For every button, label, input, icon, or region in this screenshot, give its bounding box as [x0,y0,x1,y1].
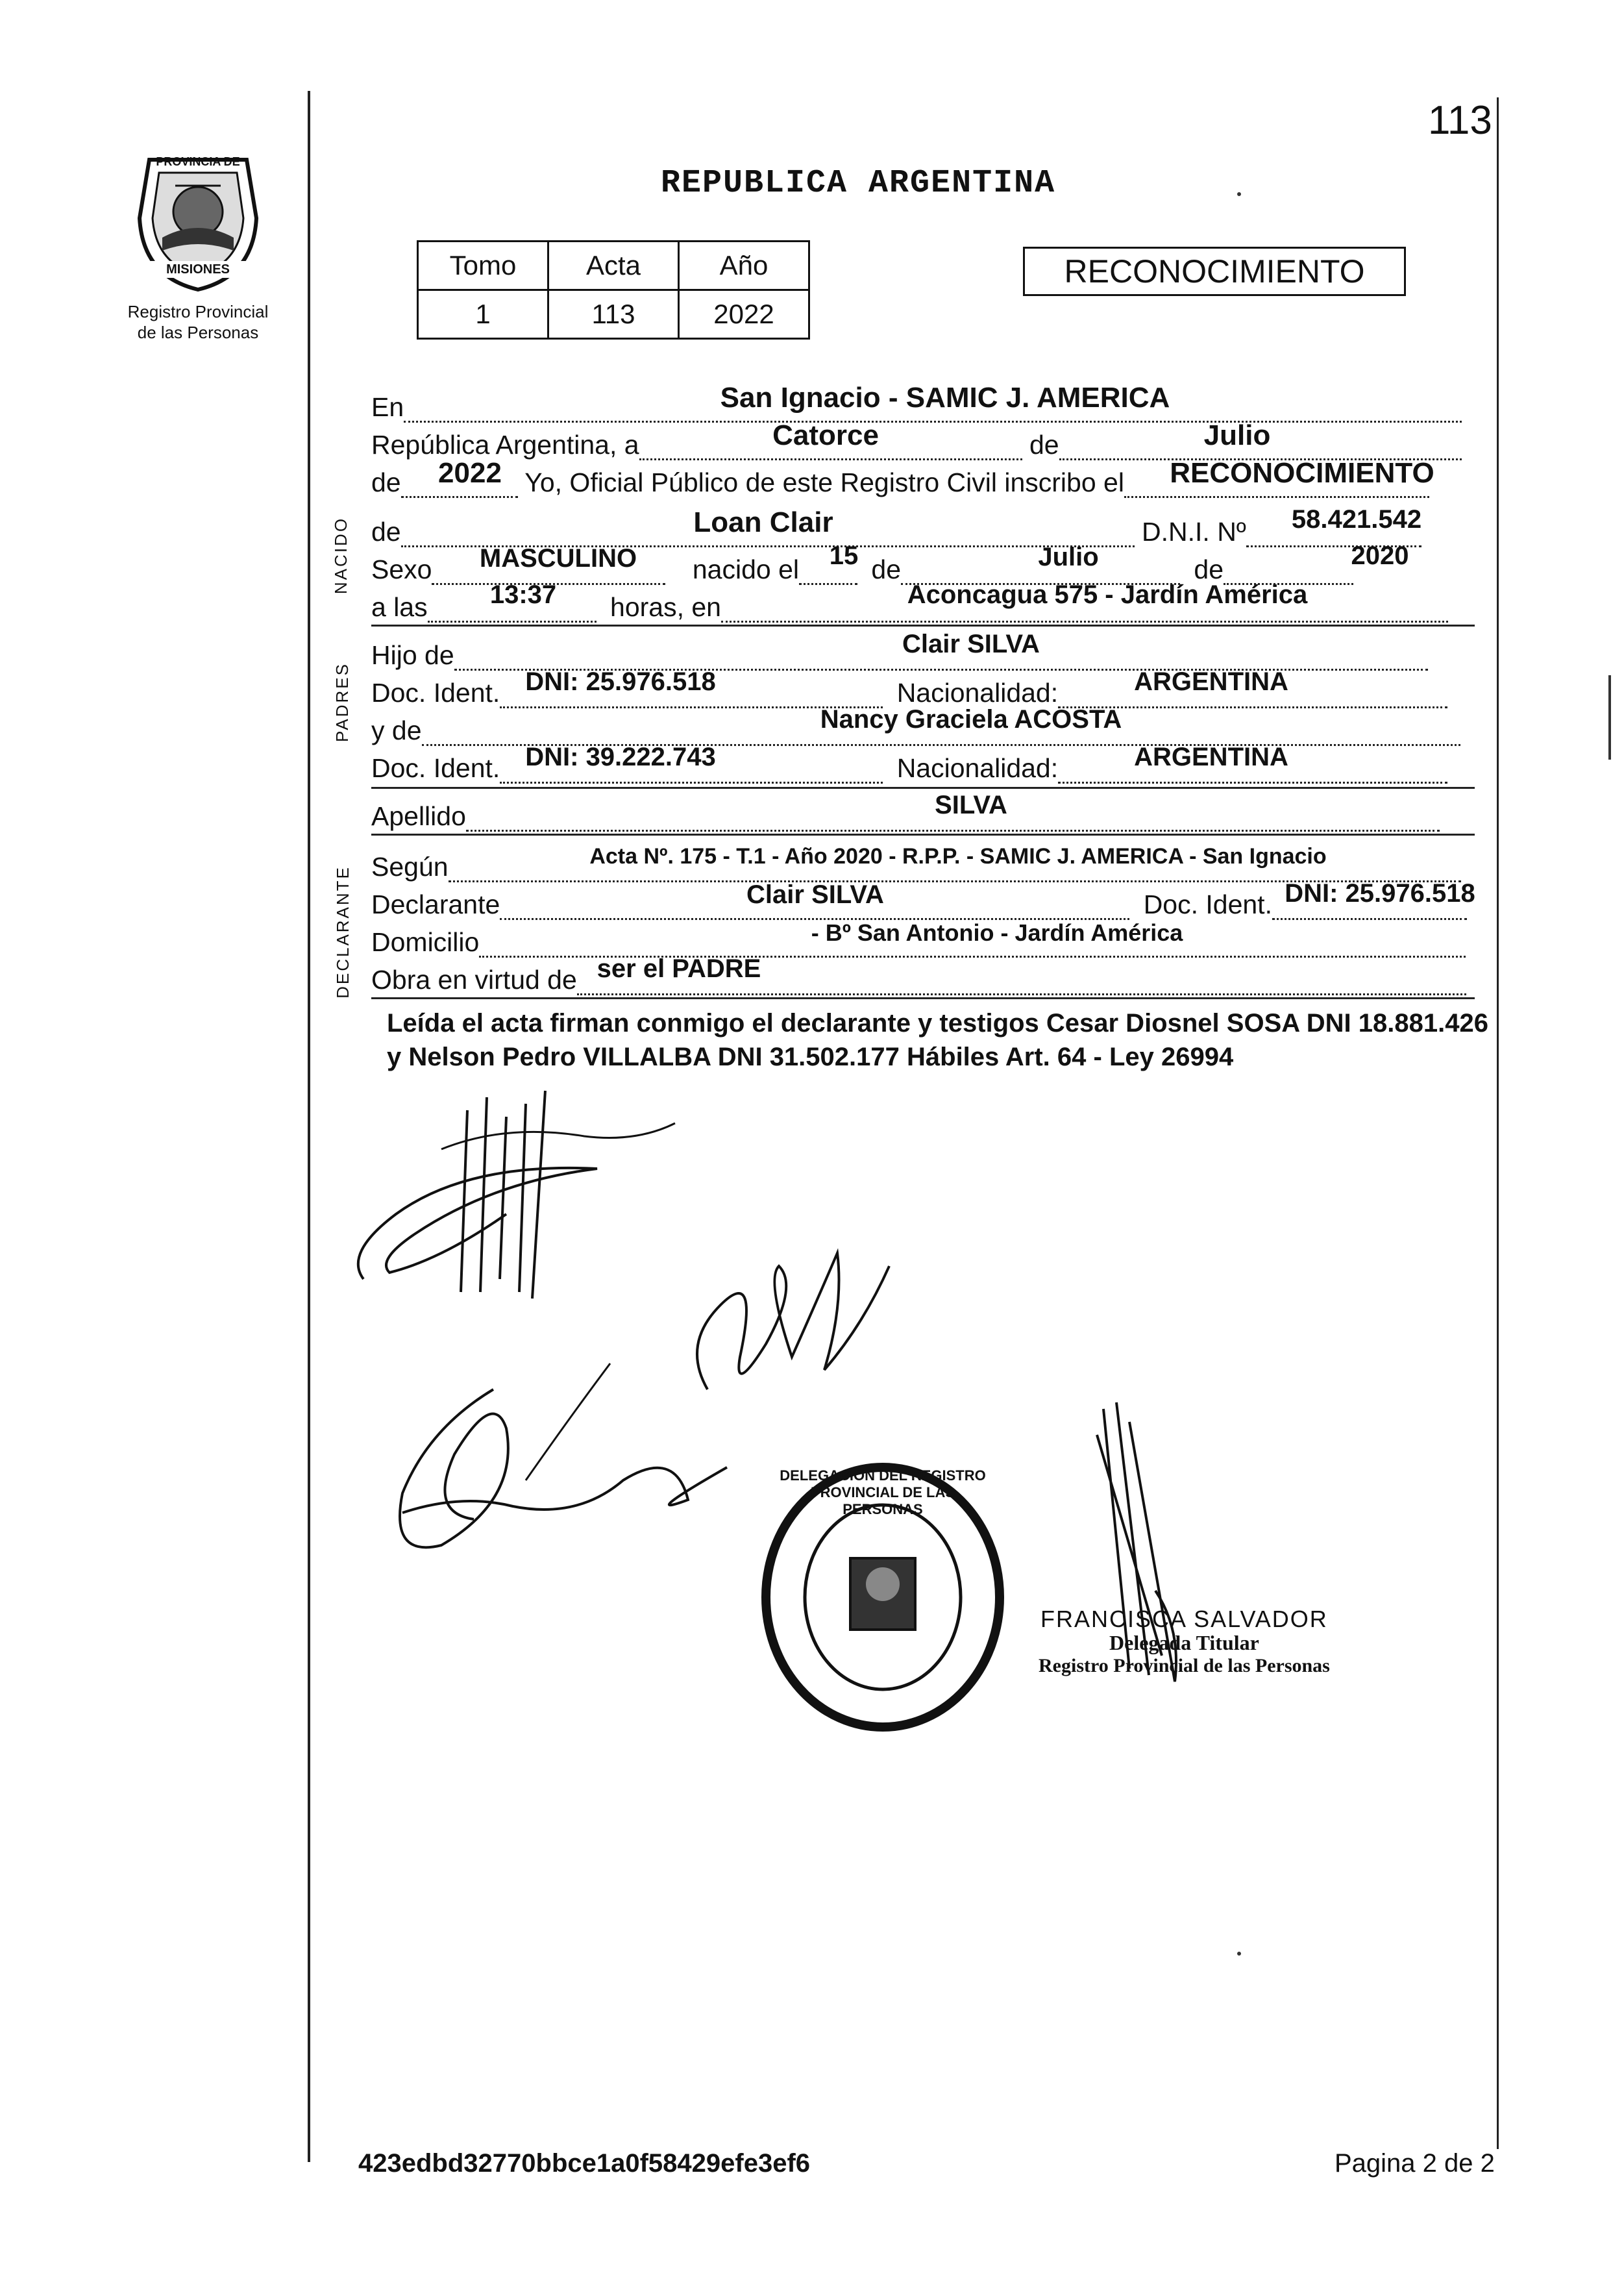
label-de-day: de [871,554,901,584]
separator-nacido [371,625,1475,627]
label-de-year2: de [1194,554,1224,584]
left-margin-line [308,91,310,2162]
reference-header-row [418,242,809,290]
value-declarante-doc: DNI: 25.976.518 [1285,879,1475,908]
signature-declarante-icon [338,1084,701,1318]
label-obra: Obra en virtud de [371,965,577,995]
label-dni: D.N.I. Nº [1142,517,1246,547]
value-declarante: Clair SILVA [746,880,884,909]
official-stamp [1039,1608,1330,1678]
row-obra [371,965,1466,995]
value-domicilio: - Bº San Antonio - Jardín América [811,919,1183,946]
logo-seal-top: PROVINCIA DE [156,155,240,168]
value-nac-anio: 2020 [1351,541,1409,570]
value-madre-doc: DNI: 39.222.743 [525,743,716,771]
reference-value-row [418,290,809,339]
ref-value-tomo: 1 [418,290,548,339]
value-madre-nac: ARGENTINA [1134,743,1288,771]
value-dia-letra: Catorce [772,419,879,451]
row-nombre [371,517,1421,547]
stamp-name: FRANCISCA SALVADOR [1040,1606,1328,1632]
label-horas: horas, en [610,592,721,622]
value-obra: ser el PADRE [597,954,761,983]
logo-seal-bottom: MISIONES [149,261,247,278]
stamp-office: Registro Provincial de las Personas [1039,1655,1330,1676]
value-madre: Nancy Graciela ACOSTA [820,705,1122,734]
row-republica [371,430,1462,460]
label-republica: República Argentina, a [371,430,639,460]
mark-dot [1237,1952,1241,1956]
logo-caption [104,301,292,343]
closing-note: Leída el acta firman conmigo el declarante y testigos Cesar Diosnel SOSA DNI 18.881.426 y Nelson Pedro VILLALBA DNI 31.502.177 Hábiles Art. 64 - Ley 26994 [387,1009,1488,1071]
value-hora: 13:37 [489,580,557,609]
signature-witness2-icon [363,1350,766,1597]
label-apellido: Apellido [371,801,466,831]
act-type-box: RECONOCIMIENTO [1023,247,1406,296]
value-tipo: RECONOCIMIENTO [1170,457,1434,489]
ref-header-tomo: Tomo [418,242,548,290]
right-edge-mark [1608,675,1611,760]
value-padre: Clair SILVA [902,630,1040,658]
row-apellido [371,801,1440,832]
ref-header-acta: Acta [548,242,679,290]
province-logo [123,147,273,296]
side-label-padres: PADRES [332,662,352,742]
label-doc-ident-madre: Doc. Ident. [371,753,500,783]
value-apellido: SILVA [935,791,1007,819]
value-mes: Julio [1203,419,1271,451]
label-de-year: de [371,467,401,497]
ref-header-anio: Año [679,242,809,290]
value-anio: 2022 [438,457,502,489]
page-number: 113 [1428,98,1492,143]
label-hijo: Hijo de [371,640,454,670]
value-nac-dia: 15 [829,541,859,570]
mark-dot [1237,192,1241,196]
footer-page: Pagina 2 de 2 [1335,2149,1495,2178]
value-nombre: Loan Clair [693,506,833,538]
label-declarante: Declarante [371,889,500,919]
separator-declarante [371,997,1475,999]
label-domicilio: Domicilio [371,927,480,957]
value-padre-doc: DNI: 25.976.518 [525,667,716,696]
label-nacionalidad-madre: Nacionalidad: [896,753,1059,783]
label-nacido: nacido el [692,554,799,584]
logo-caption-line2: de las Personas [137,323,259,342]
value-padre-nac: ARGENTINA [1134,667,1288,696]
label-nacionalidad-padre: Nacionalidad: [896,678,1059,708]
value-lugar: San Ignacio - SAMIC J. AMERICA [720,382,1170,414]
label-en: En [371,392,404,422]
value-dni: 58.421.542 [1291,505,1422,534]
label-a-las: a las [371,592,428,622]
label-de-name: de [371,517,401,547]
separator-padres [371,787,1475,789]
value-sexo: MASCULINO [479,544,637,573]
round-seal-text: DELEGACION DEL REGISTRO PROVINCIAL DE LAS PERSONAS [780,1467,986,1517]
separator-apellido [371,834,1475,836]
value-nac-mes: Julio [1038,543,1099,571]
document-title: REPUBLICA ARGENTINA [661,165,1056,202]
right-margin-line [1497,97,1499,2149]
label-doc-ident-padre: Doc. Ident. [371,678,500,708]
reference-table [417,240,810,340]
value-lugar-nac: Aconcagua 575 - Jardín América [907,580,1308,609]
stamp-role: Delegada Titular [1109,1631,1259,1654]
row-hijo [371,640,1428,671]
label-y-de: y de [371,715,422,745]
side-label-nacido: NACIDO [331,516,351,595]
label-yo: Yo, Oficial Público de este Registro Civil inscribo el [524,467,1124,497]
label-segun: Según [371,852,449,882]
ref-value-acta: 113 [548,290,679,339]
label-sexo: Sexo [371,554,432,584]
value-segun: Acta Nº. 175 - T.1 - Año 2020 - R.P.P. - SAMIC J. AMERICA - San Ignacio [589,844,1327,869]
side-label-declarante: DECLARANTE [332,865,352,999]
label-doc-ident-declarante: Doc. Ident. [1143,889,1272,919]
footer-hash: 423edbd32770bbce1a0f58429efe3ef6 [358,2149,811,2178]
logo-caption-line1: Registro Provincial [127,302,269,321]
round-seal [753,1454,1013,1740]
label-de-month: de [1029,430,1059,460]
ref-value-anio: 2022 [679,290,809,339]
